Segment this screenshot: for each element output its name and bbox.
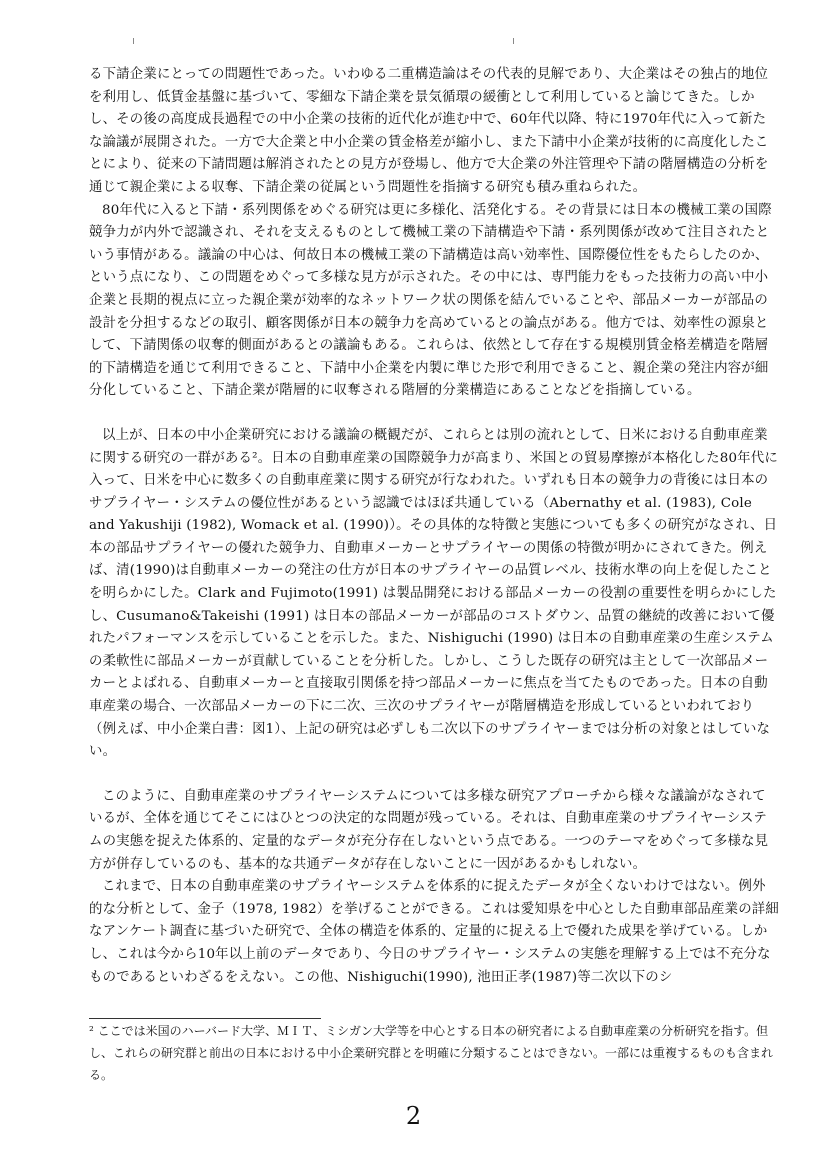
paragraph-3: 以上が、日本の中小企業研究における議論の概観だが、これらとは別の流れとして、日米における自動車産業に関する研究の一群がある²。日本の自動車産業の国際競争力が高まり、米国との貿易摩擦が本格化した80年代に入って、日米を中心に数多くの自動車産業に関する研究が行なわれた。いずれも日本の競争力の背後には日本のサプライヤー・システムの優位性があるという認識ではほぼ共通している（Abernathy et al. (1983), Cole and Yakushiji (1982), Womack et al. (1990)）。その具体的な特徴と実態についても多くの研究がなされ、日本の部品サプライヤーの優れた競争力、自動車メーカーとサプライヤーの関係の特徴が明かにされてきた。例えば、清(1990)は自動車メーカーの発注の仕方が日本のサプライヤーの品質レベル、技術水準の向上を促したことを明らかにした。Clark and Fujimoto(1991) は製品開発における部品メーカーの役割の重要性を明らかにしたし、Cusumano&Takeishi (1991) は日本の部品メーカーが部品のコストダウン、品質の継続的改善において優れたパフォーマンスを示していることを示した。また、Nishiguchi (1990) は日本の自動車産業の生産システムの柔軟性に部品メーカーが貢献していることを分析した。しかし、こうした既存の研究は主として一次部品メーカーとよばれる、自動車メーカーと直接取引関係を持つ部品メーカーに焦点を当てたものであった。日本の自動車産業の場合、一次部品メーカーの下に二次、三次のサプライヤーが階層構造を形成しているといわれており（例えば、中小企業白書：図1）、上記の研究は必ずしも二次以下のサプライヤーまでは分析の対象とはしていない。 xyxy=(89,427,778,760)
page-number: 2 xyxy=(405,1102,422,1130)
paragraph-2: 80年代に入ると下請・系列関係をめぐる研究は更に多様化、活発化する。その背景には日本の機械工業の国際競争力が内外で認識され、それを支えるものとして機械工業の下請構造や下請・系列関係が改めて注目されたという事情がある。議論の中心は、何故日本の機械工業の下請構造は高い効率性、国際優位性をもたらしたのか、という点になり、この問題をめぐって多様な見方が示された。その中には、専門能力をもった技術力の高い中小企業と長期的視点に立った親企業が効率的なネットワーク状の関係を結んでいることや、部品メーカーが部品の設計を分担するなどの取引、顧客関係が日本の競争力を高めているとの論点がある。他方では、効率性の源泉として、下請関係の収奪的側面があるとの議論もある。これらは、依然として存在する規模別賃金格差構造を階層的下請構造を通じて利用できること、下請中小企業を内製に準じた形で利用できること、親企業の発注内容が細分化していること、下請企業が階層的に収奪される階層的分業構造にあることなどを指摘している。 xyxy=(89,202,772,399)
paragraph-1: る下請企業にとっての問題性であった。いわゆる二重構造論はその代表的見解であり、大企業はその独占的地位を利用し、低賃金基盤に基づいて、零細な下請企業を景気循環の緩衝として利用していると論じてきた。しかし、その後の高度成長過程での中小企業の技術的近代化が進む中で、60年代以降、特に1970年代に入って新たな論議が展開された。一方で大企業と中小企業の賃金格差が縮小し、また下請中小企業が技術的に高度化したことにより、従来の下請問題は解消されたとの見方が登場し、他方で大企業の外注管理や下請の階層構造の分析を通じて親企業による収奪、下請企業の従属という問題性を指摘する研究も積み重ねられた。 xyxy=(89,67,769,195)
scan-mark xyxy=(513,38,514,44)
footnote-text: ² ここでは米国のハーバード大学、ＭＩＴ、ミシガン大学等を中心とする日本の研究者による自動車産業の分析研究を指す。但し、これらの研究群と前出の日本における中小企業研究群とを明確に分類することはできない。一部には重複するものも含まれる。 xyxy=(89,1024,774,1082)
footnote xyxy=(89,1020,779,1086)
footnote-divider xyxy=(89,1018,321,1019)
paragraph-4: このように、自動車産業のサプライヤーシステムについては多様な研究アプローチから様々な議論がなされているが、全体を通じてそこにはひとつの決定的な問題が残っている。それは、自動車産業のサプライヤーシステムの実態を捉えた体系的、定量的なデータが充分存在しないという点である。一つのテーマをめぐって多様な見方が併存しているのも、基本的な共通データが存在しないことに一因があるかもしれない。 xyxy=(89,788,769,872)
body-text xyxy=(89,64,779,989)
scan-mark xyxy=(133,38,134,44)
paragraph-5: これまで、日本の自動車産業のサプライヤーシステムを体系的に捉えたデータが全くないわけではない。例外的な分析として、金子（1978, 1982）を挙げることができる。これは愛知県を中心とした自動車部品産業の詳細なアンケート調査に基づいた研究で、全体の構造を体系的、定量的に捉える上で優れた成果を挙げている。しかし、これは今から10年以上前のデータであり、今日のサプライヤー・システムの実態を理解する上では不充分なものであるといわざるをえない。この他、Nishiguchi(1990), 池田正孝(1987)等二次以下のシ xyxy=(89,879,779,985)
